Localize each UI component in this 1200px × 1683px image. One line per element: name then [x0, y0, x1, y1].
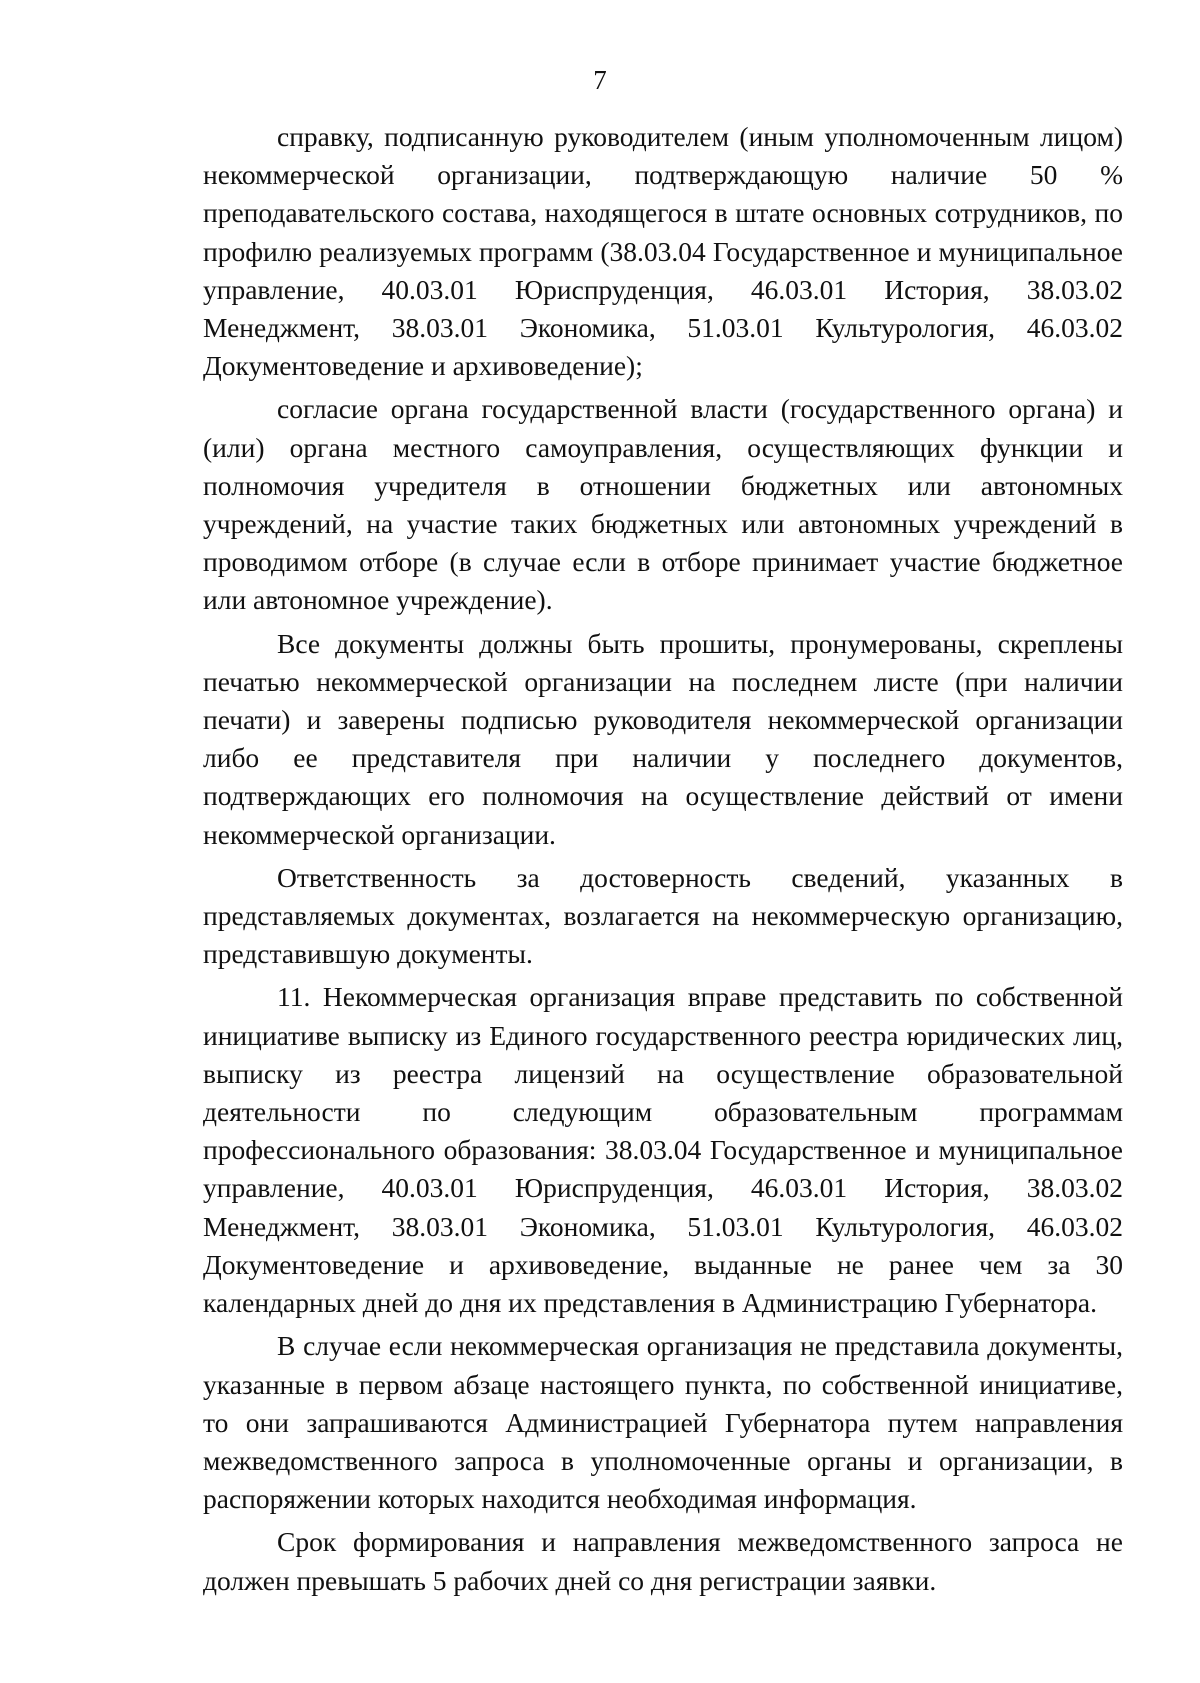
paragraph-interagency-request: В случае если некоммерческая организация не представила документы, указанные в первом абзаце настоящего пункта, по собственной инициативе, то они запрашиваются Администрацией Губернатора путем направления межведомственного запроса в уполномоченные органы и организации, в распоряжении которых находится необходимая информация. — [203, 1330, 1123, 1515]
page-number: 7 — [593, 65, 607, 95]
paragraph-request-deadline: Срок формирования и направления межведомственного запроса не должен превышать 5 рабочих дней со дня регистрации заявки. — [203, 1526, 1123, 1596]
paragraph-certificate-teaching-staff: справку, подписанную руководителем (иным уполномоченным лицом) некоммерческой организации, подтверждающую наличие 50 % преподавательского состава, находящегося в штате основных сотрудников, по профилю реализуемых программ (38.03.04 Государственное и муниципальное управление, 40.03.01 Юриспруденция, 46.03.01 История, 38.03.02 Менеджмент, 38.03.01 Экономика, 51.03.01 Культурология, 46.03.02 Документоведение и архивоведение); — [203, 121, 1123, 382]
paragraph-documents-binding: Все документы должны быть прошиты, пронумерованы, скреплены печатью некоммерческой организации на последнем листе (при наличии печати) и заверены подписью руководителя некоммерческой организации либо ее представителя при наличии у последнего документов, подтверждающих его полномочия на осуществление действий от имени некоммерческой организации. — [203, 627, 1123, 850]
paragraph-responsibility: Ответственность за достоверность сведений, указанных в представляемых документах, возлагается на некоммерческую организацию, представившую документы. — [203, 861, 1123, 970]
paragraph-item-11: 11. Некоммерческая организация вправе представить по собственной инициативе выписку из Единого государственного реестра юридических лиц, выписку из реестра лицензий на осуществление образовательной деятельности по следующим образовательным программам профессионального образования: 38.03.04 Государственное и муниципальное управление, 40.03.01 Юриспруденция, 46.03.01 История, 38.03.02 Менеджмент, 38.03.01 Экономика, 51.03.01 Культурология, 46.03.02 Документоведение и архивоведение, выданные не ранее чем за 30 календарных дней до дня их представления в Администрацию Губернатора. — [203, 981, 1123, 1319]
paragraph-founder-consent: согласие органа государственной власти (государственного органа) и (или) органа местного самоуправления, осуществляющих функции и полномочия учредителя в отношении бюджетных или автономных учреждений, на участие таких бюджетных или автономных учреждений в проводимом отборе (в случае если в отборе принимает участие бюджетное или автономное учреждение). — [203, 393, 1123, 616]
document-body — [203, 118, 1123, 1605]
